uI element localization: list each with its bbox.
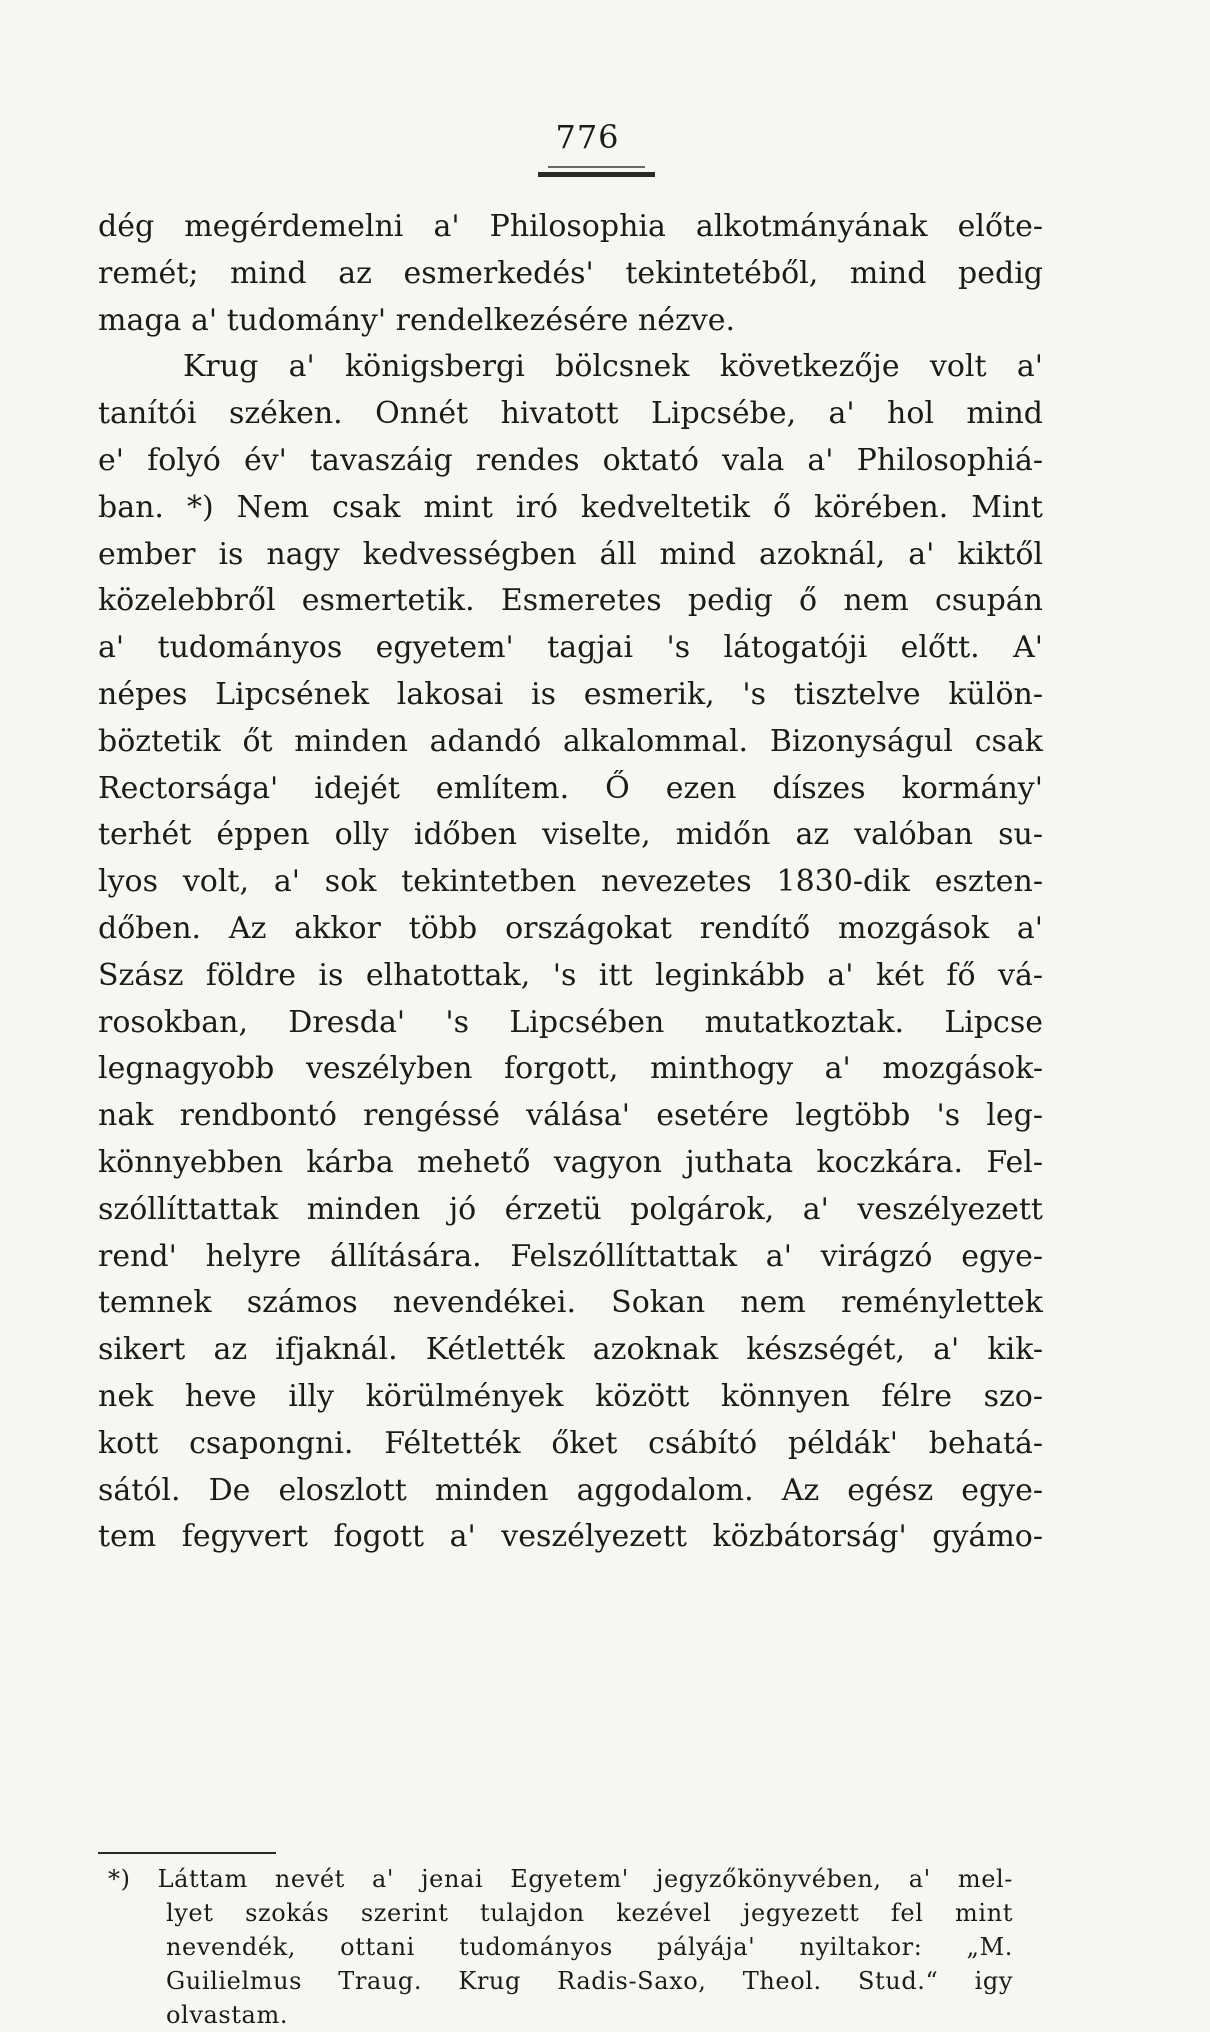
footnote — [108, 1862, 1013, 2032]
body-line: kott csapongni. Féltették őket csábító példák' behatá- — [98, 1425, 1043, 1461]
body-line: nek heve illy körülmények között könnyen félre szo- — [98, 1378, 1043, 1414]
page-number: 776 — [555, 118, 620, 156]
footnote-rule — [98, 1852, 276, 1854]
body-line: temnek számos nevendékei. Sokan nem reménylettek — [98, 1285, 1043, 1321]
body-line: dőben. Az akkor több országokat rendítő mozgások a' — [98, 910, 1043, 946]
body-line: közelebbről esmertetik. Esmeretes pedig ő nem csupán — [98, 583, 1043, 619]
header-rule-thin — [548, 166, 645, 168]
header-rule — [538, 172, 655, 177]
body-line: sikert az ifjaknál. Kétlették azoknak készségét, a' kik- — [98, 1332, 1043, 1368]
body-line: tem fegyvert fogott a' veszélyezett közbátorság' gyámo- — [98, 1519, 1043, 1555]
body-line: terhét éppen olly időben viselte, midőn az valóban su- — [98, 817, 1043, 853]
body-line: Rectorsága' idejét említem. Ő ezen díszes kormány' — [98, 770, 1043, 806]
body-line: e' folyó év' tavaszáig rendes oktató vala a' Philosophiá- — [98, 442, 1043, 478]
body-line: Szász földre is elhatottak, 's itt leginkább a' két fő vá- — [98, 957, 1043, 993]
body-line: sától. De eloszlott minden aggodalom. Az egész egye- — [98, 1472, 1043, 1508]
body-text — [98, 204, 1043, 1561]
body-line: szóllíttattak minden jó érzetü polgárok, a' veszélyezett — [98, 1191, 1043, 1227]
body-line: könnyebben kárba mehető vagyon juthata koczkára. Fel- — [98, 1144, 1043, 1180]
body-line: Krug a' königsbergi bölcsnek következője volt a' — [183, 349, 1043, 385]
body-line: rend' helyre állítására. Felszóllíttattak a' virágzó egye- — [98, 1238, 1043, 1274]
body-line: legnagyobb veszélyben forgott, minthogy a' mozgások- — [98, 1051, 1043, 1087]
footnote-line: *) Láttam nevét a' jenai Egyetem' jegyzőkönyvében, a' mel- — [108, 1865, 1013, 1893]
body-line: lyos volt, a' sok tekintetben nevezetes 1830-dik eszten- — [98, 864, 1043, 900]
body-line: tanítói széken. Onnét hivatott Lipcsébe, a' hol mind — [98, 396, 1043, 432]
body-line: ember is nagy kedvességben áll mind azoknál, a' kiktől — [98, 536, 1043, 572]
body-line: dég megérdemelni a' Philosophia alkotmányának előte- — [98, 209, 1043, 244]
footnote-line: nevendék, ottani tudományos pályája' nyiltakor: „M. — [166, 1933, 1013, 1961]
body-line: remét; mind az esmerkedés' tekintetéből, mind pedig — [98, 255, 1043, 291]
body-line: böztetik őt minden adandó alkalommal. Bizonyságul csak — [98, 723, 1043, 759]
body-line: nak rendbontó rengéssé válása' esetére legtöbb 's leg- — [98, 1098, 1043, 1134]
body-line: rosokban, Dresda' 's Lipcsében mutatkoztak. Lipcse — [98, 1004, 1043, 1040]
body-line: a' tudományos egyetem' tagjai 's látogatóji előtt. A' — [98, 630, 1043, 666]
footnote-line: olvastam. — [166, 2001, 289, 2029]
footnote-line: Guilielmus Traug. Krug Radis-Saxo, Theol. Stud.“ igy — [166, 1967, 1013, 1995]
footnote-line: lyet szokás szerint tulajdon kezével jegyezett fel mint — [166, 1899, 1013, 1927]
body-line: népes Lipcsének lakosai is esmerik, 's tisztelve külön- — [98, 676, 1043, 712]
body-line: ban. *) Nem csak mint iró kedveltetik ő körében. Mint — [98, 489, 1043, 525]
body-line: maga a' tudomány' rendelkezésére nézve. — [98, 302, 736, 338]
